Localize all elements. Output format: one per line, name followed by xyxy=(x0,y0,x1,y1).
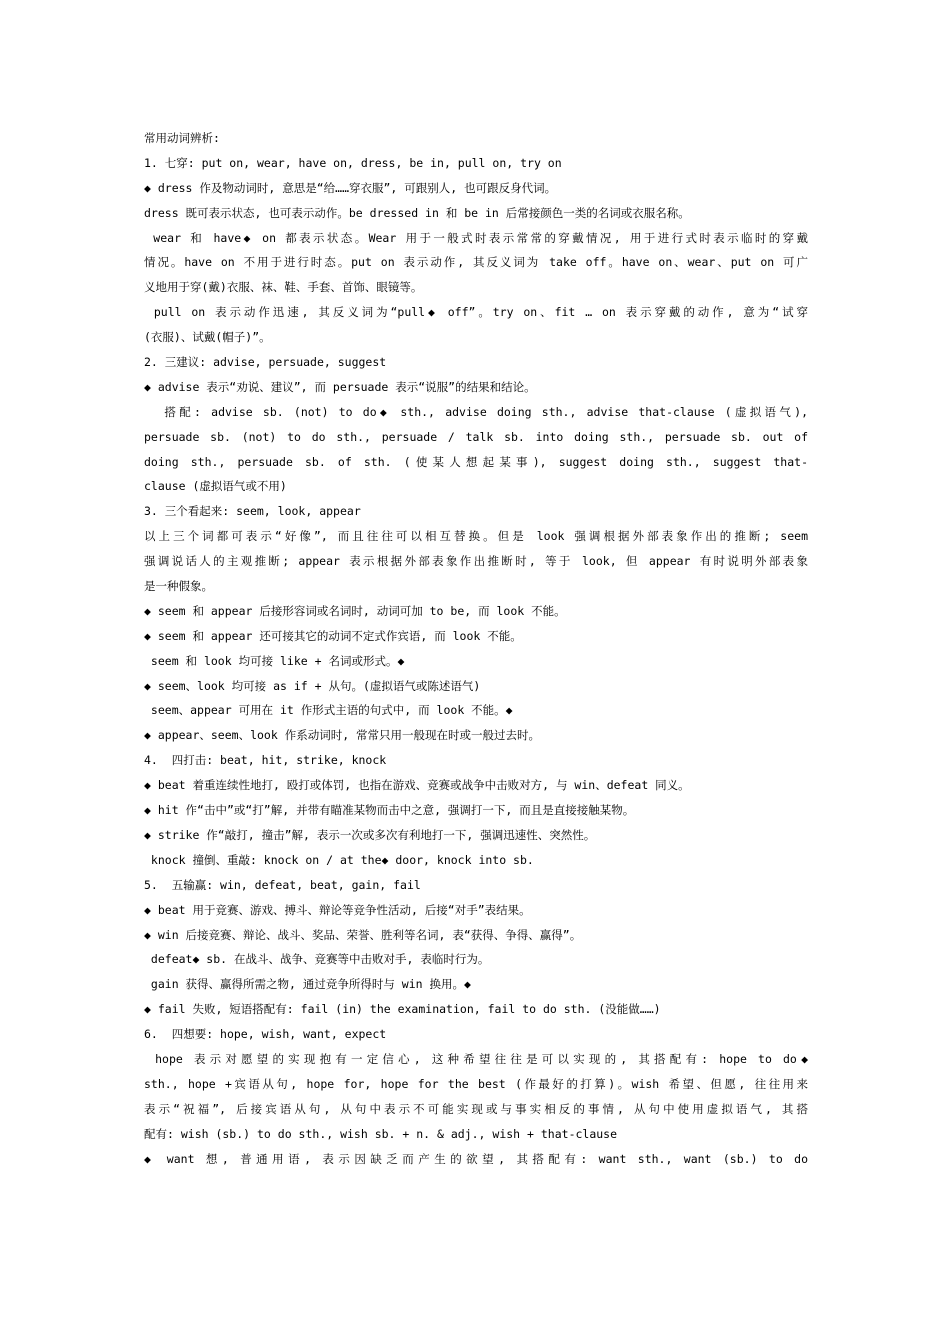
doc-title: 常用动词辨析: xyxy=(144,131,220,145)
doc-line: ◆ beat 着重连续性地打, 殴打或体罚, 也指在游戏、竞赛或战争中击败对方, 与 win、defeat 同义。 xyxy=(144,778,690,793)
doc-line: ◆ beat 用于竞赛、游戏、搏斗、辩论等竞争性活动, 后接“对手”表结果。 xyxy=(144,902,531,917)
section-heading-5: 5. 五输赢: win, defeat, beat, gain, fail xyxy=(144,877,421,892)
doc-line: 以上三个词都可表示“好像”, 而且往往可以相互替换。但是 look 强调根据外部表象作出的推断; seem xyxy=(144,529,808,544)
doc-line: pull on 表示动作迅速, 其反义词为“pull◆ off”。try on、fit … on 表示穿戴的动作, 意为“试穿 xyxy=(144,305,808,320)
doc-line: (衣服)、试戴(帽子)”。 xyxy=(144,330,271,345)
doc-line: ◆ appear、seem、look 作系动词时, 常常只用一般现在时或一般过去时。 xyxy=(144,728,541,743)
doc-line: doing sth., persuade sb. of sth. (使某人想起某事), suggest doing sth., suggest that- xyxy=(144,454,808,469)
doc-line: ◆ seem 和 appear 还可接其它的动词不定式作宾语, 而 look 不能。 xyxy=(144,628,522,643)
doc-line: seem 和 look 均可接 like + 名词或形式。◆ xyxy=(144,653,405,668)
doc-line: clause (虚拟语气或不用) xyxy=(144,479,287,494)
document-body xyxy=(144,126,808,1171)
section-heading-4: 4. 四打击: beat, hit, strike, knock xyxy=(144,753,387,768)
doc-line: ◆ dress 作及物动词时, 意思是“给……穿衣服”, 可跟别人, 也可跟反身代词。 xyxy=(144,180,557,195)
doc-line: hope 表示对愿望的实现抱有一定信心, 这种希望往往是可以实现的, 其搭配有: hope to do◆ xyxy=(144,1051,808,1066)
doc-line: knock 撞倒、重敲: knock on / at the◆ door, knock into sb. xyxy=(144,852,534,867)
doc-line: ◆ seem 和 appear 后接形容词或名词时, 动词可加 to be, 而 look 不能。 xyxy=(144,603,566,618)
doc-line: gain 获得、赢得所需之物, 通过竞争所得时与 win 换用。◆ xyxy=(144,977,471,992)
section-heading-3: 3. 三个看起来: seem, look, appear xyxy=(144,504,361,519)
section-heading-1: 1. 七穿: put on, wear, have on, dress, be in, pull on, try on xyxy=(144,155,562,170)
doc-line: 表示“祝福”, 后接宾语从句, 从句中表示不可能实现或与事实相反的事情, 从句中使用虚拟语气, 其搭 xyxy=(144,1101,808,1116)
doc-line: ◆ seem、look 均可接 as if + 从句。(虚拟语气或陈述语气) xyxy=(144,678,481,693)
doc-line: ◆ want 想, 普通用语, 表示因缺乏而产生的欲望, 其搭配有: want sth., want (sb.) to do xyxy=(144,1151,808,1166)
doc-line: sth., hope +宾语从句, hope for, hope for the best (作最好的打算)。wish 希望、但愿, 往往用来 xyxy=(144,1076,808,1091)
doc-line: 强调说话人的主观推断; appear 表示根据外部表象作出推断时, 等于 look, 但 appear 有时说明外部表象 xyxy=(144,554,808,569)
doc-line: wear 和 have◆ on 都表示状态。Wear 用于一般式时表示常常的穿戴情况, 用于进行式时表示临时的穿戴 xyxy=(144,230,808,245)
doc-line: 情况。have on 不用于进行时态。put on 表示动作, 其反义词为 take off。have on、wear、put on 可广 xyxy=(144,255,808,270)
doc-line: 义地用于穿(戴)衣服、袜、鞋、手套、首饰、眼镜等。 xyxy=(144,280,423,295)
doc-line: defeat◆ sb. 在战斗、战争、竞赛等中击败对手, 表临时行为。 xyxy=(144,952,490,967)
doc-line: 搭配: advise sb. (not) to do◆ sth., advise doing sth., advise that-clause (虚拟语气), xyxy=(144,404,808,419)
doc-line: ◆ hit 作“击中”或“打”解, 并带有瞄准某物而击中之意, 强调打一下, 而且是直接接触某物。 xyxy=(144,803,635,818)
doc-line: persuade sb. (not) to do sth., persuade / talk sb. into doing sth., persuade sb. out of xyxy=(144,429,808,444)
section-heading-6: 6. 四想要: hope, wish, want, expect xyxy=(144,1027,387,1042)
doc-line: 是一种假象。 xyxy=(144,579,213,594)
doc-line: ◆ strike 作“敲打, 撞击”解, 表示一次或多次有利地打一下, 强调迅速性、突然性。 xyxy=(144,827,596,842)
doc-line: seem、appear 可用在 it 作形式主语的句式中, 而 look 不能。◆ xyxy=(144,703,513,718)
doc-line: ◆ win 后接竞赛、辩论、战斗、奖品、荣誉、胜利等名词, 表“获得、争得、赢得”。 xyxy=(144,927,582,942)
doc-line: ◆ advise 表示“劝说、建议”, 而 persuade 表示“说服”的结果和结论。 xyxy=(144,379,536,394)
doc-line: 配有: wish (sb.) to do sth., wish sb. + n. & adj., wish + that-clause xyxy=(144,1126,618,1141)
doc-line: ◆ fail 失败, 短语搭配有: fail (in) the examination, fail to do sth. (没能做……) xyxy=(144,1002,661,1017)
section-heading-2: 2. 三建议: advise, persuade, suggest xyxy=(144,355,387,370)
doc-line: dress 既可表示状态, 也可表示动作。be dressed in 和 be in 后常接颜色一类的名词或衣服名称。 xyxy=(144,205,690,220)
